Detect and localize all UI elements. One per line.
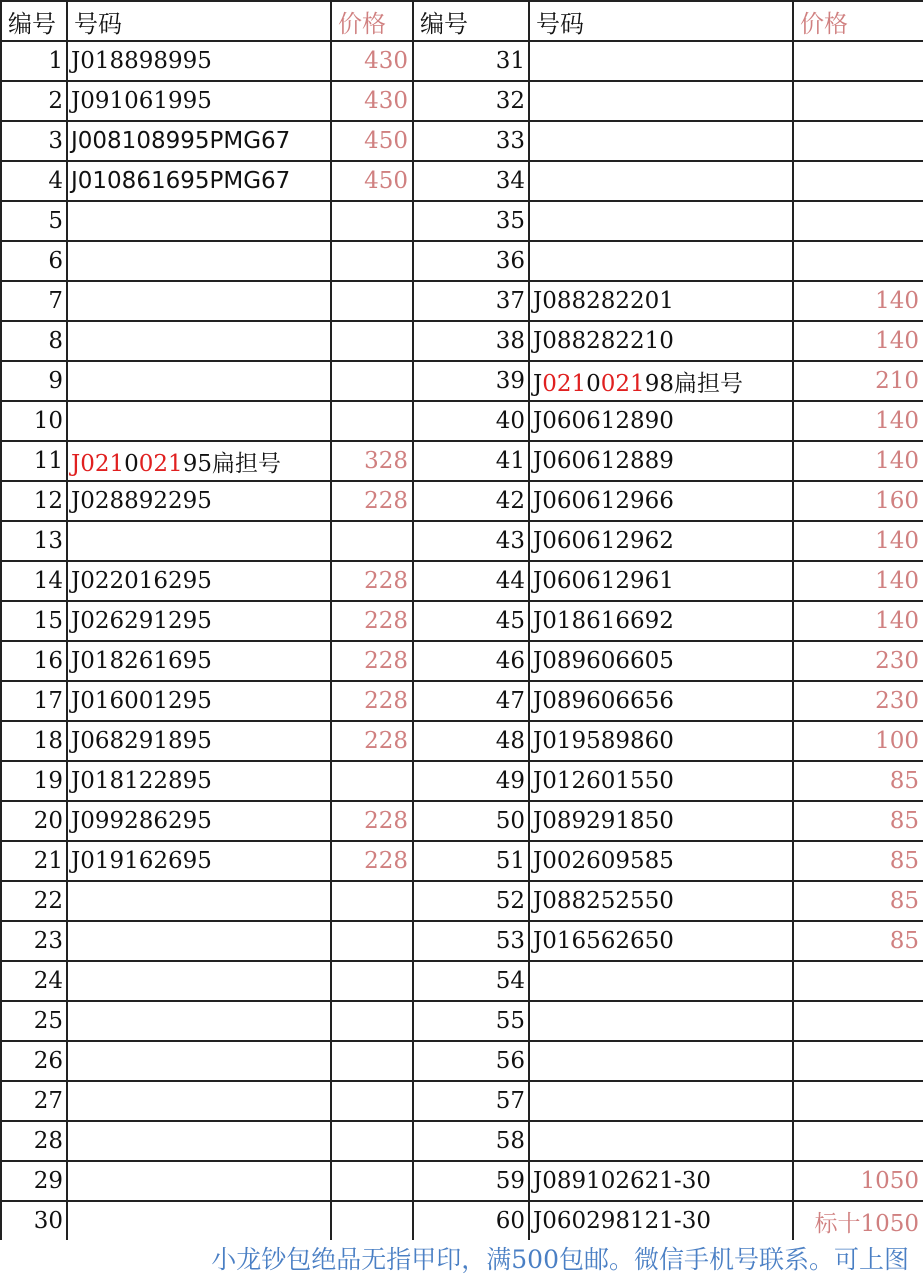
right-price-cell: 140 — [793, 401, 923, 441]
table-row — [1, 121, 923, 161]
left-code-cell: J018898995 — [67, 41, 331, 81]
right-number-cell: 48 — [413, 721, 529, 761]
left-code-cell: J091061995 — [67, 81, 331, 121]
right-number-cell: 51 — [413, 841, 529, 881]
right-code-cell: J060612961 — [529, 561, 793, 601]
right-code-cell — [529, 161, 793, 201]
left-price-cell — [331, 321, 413, 361]
right-number-cell: 59 — [413, 1161, 529, 1201]
left-number-cell: 24 — [1, 961, 67, 1001]
right-code-cell — [529, 961, 793, 1001]
table-row — [1, 281, 923, 321]
table-row — [1, 1121, 923, 1161]
right-code-cell: J060612966 — [529, 481, 793, 521]
right-code-cell: J019589860 — [529, 721, 793, 761]
left-code-cell: J018122895 — [67, 761, 331, 801]
left-number-cell: 6 — [1, 241, 67, 281]
table-row — [1, 441, 923, 481]
left-price-cell: 430 — [331, 81, 413, 121]
right-number-cell: 40 — [413, 401, 529, 441]
left-price-cell: 228 — [331, 841, 413, 881]
left-code-cell — [67, 361, 331, 401]
left-price-cell — [331, 1041, 413, 1081]
left-price-cell: 228 — [331, 561, 413, 601]
table-row — [1, 881, 923, 921]
left-code-cell — [67, 281, 331, 321]
left-number-cell: 15 — [1, 601, 67, 641]
left-code-cell: J068291895 — [67, 721, 331, 761]
left-code-cell — [67, 921, 331, 961]
right-number-cell: 31 — [413, 41, 529, 81]
right-price-cell: 100 — [793, 721, 923, 761]
table-row — [1, 1041, 923, 1081]
left-number-cell: 23 — [1, 921, 67, 961]
right-price-cell: 160 — [793, 481, 923, 521]
left-code-cell: J016001295 — [67, 681, 331, 721]
header-right-code: 号码 — [529, 1, 793, 41]
right-number-cell: 33 — [413, 121, 529, 161]
right-price-cell — [793, 1121, 923, 1161]
header-left-code: 号码 — [67, 1, 331, 41]
left-price-cell — [331, 281, 413, 321]
table-row — [1, 1201, 923, 1241]
table-row — [1, 721, 923, 761]
right-number-cell: 49 — [413, 761, 529, 801]
right-price-cell — [793, 41, 923, 81]
right-code-cell — [529, 1001, 793, 1041]
right-price-cell: 140 — [793, 521, 923, 561]
right-price-cell: 85 — [793, 921, 923, 961]
right-code-cell: J089102621-30 — [529, 1161, 793, 1201]
table-row — [1, 401, 923, 441]
left-price-cell — [331, 361, 413, 401]
table-row — [1, 921, 923, 961]
left-code-cell: J021002195扁担号 — [67, 441, 331, 481]
left-code-cell — [67, 961, 331, 1001]
right-code-cell — [529, 41, 793, 81]
left-price-cell: 228 — [331, 641, 413, 681]
left-price-cell — [331, 961, 413, 1001]
right-number-cell: 42 — [413, 481, 529, 521]
left-price-cell — [331, 401, 413, 441]
right-code-cell — [529, 241, 793, 281]
left-number-cell: 27 — [1, 1081, 67, 1121]
left-price-cell — [331, 201, 413, 241]
left-number-cell: 7 — [1, 281, 67, 321]
left-code-cell: J019162695 — [67, 841, 331, 881]
right-price-cell — [793, 121, 923, 161]
left-code-cell — [67, 1201, 331, 1241]
table-row — [1, 321, 923, 361]
right-number-cell: 55 — [413, 1001, 529, 1041]
right-code-cell: J016562650 — [529, 921, 793, 961]
left-price-cell — [331, 761, 413, 801]
right-price-cell: 230 — [793, 681, 923, 721]
right-number-cell: 37 — [413, 281, 529, 321]
right-code-cell: J012601550 — [529, 761, 793, 801]
right-price-cell: 85 — [793, 881, 923, 921]
left-number-cell: 21 — [1, 841, 67, 881]
right-code-cell — [529, 1121, 793, 1161]
left-price-cell: 450 — [331, 121, 413, 161]
table-row — [1, 481, 923, 521]
table-row — [1, 361, 923, 401]
right-code-cell: J060612962 — [529, 521, 793, 561]
left-price-cell — [331, 241, 413, 281]
right-number-cell: 60 — [413, 1201, 529, 1241]
left-number-cell: 16 — [1, 641, 67, 681]
left-number-cell: 20 — [1, 801, 67, 841]
table-row — [1, 841, 923, 881]
right-code-cell: J088252550 — [529, 881, 793, 921]
right-price-cell: 140 — [793, 321, 923, 361]
right-number-cell: 44 — [413, 561, 529, 601]
table-row — [1, 681, 923, 721]
left-price-cell — [331, 881, 413, 921]
right-code-cell: J060612890 — [529, 401, 793, 441]
left-code-cell — [67, 1161, 331, 1201]
table-row — [1, 761, 923, 801]
left-number-cell: 18 — [1, 721, 67, 761]
left-price-cell — [331, 1121, 413, 1161]
right-price-cell — [793, 81, 923, 121]
left-price-cell — [331, 1001, 413, 1041]
left-price-cell: 228 — [331, 601, 413, 641]
left-number-cell: 30 — [1, 1201, 67, 1241]
left-number-cell: 26 — [1, 1041, 67, 1081]
left-price-cell — [331, 921, 413, 961]
table-row — [1, 801, 923, 841]
left-number-cell: 12 — [1, 481, 67, 521]
table-row — [1, 521, 923, 561]
right-price-cell — [793, 201, 923, 241]
left-price-cell — [331, 1161, 413, 1201]
right-number-cell: 43 — [413, 521, 529, 561]
left-code-cell — [67, 1081, 331, 1121]
left-code-cell — [67, 241, 331, 281]
table-row — [1, 1161, 923, 1201]
left-number-cell: 19 — [1, 761, 67, 801]
right-number-cell: 53 — [413, 921, 529, 961]
left-number-cell: 3 — [1, 121, 67, 161]
right-price-cell: 85 — [793, 841, 923, 881]
left-number-cell: 4 — [1, 161, 67, 201]
right-number-cell: 58 — [413, 1121, 529, 1161]
header-left-price: 价格 — [331, 1, 413, 41]
table-row — [1, 201, 923, 241]
table-row — [1, 161, 923, 201]
right-price-cell — [793, 961, 923, 1001]
right-number-cell: 41 — [413, 441, 529, 481]
right-price-cell: 1050 — [793, 1161, 923, 1201]
header-right-number: 编号 — [413, 1, 529, 41]
left-code-cell — [67, 1041, 331, 1081]
table-row — [1, 81, 923, 121]
left-price-cell: 328 — [331, 441, 413, 481]
left-number-cell: 17 — [1, 681, 67, 721]
right-number-cell: 54 — [413, 961, 529, 1001]
right-number-cell: 45 — [413, 601, 529, 641]
left-code-cell — [67, 521, 331, 561]
left-number-cell: 9 — [1, 361, 67, 401]
left-code-cell: J008108995PMG67 — [67, 121, 331, 161]
left-number-cell: 25 — [1, 1001, 67, 1041]
right-code-cell: J089606656 — [529, 681, 793, 721]
left-price-cell — [331, 521, 413, 561]
left-price-cell: 430 — [331, 41, 413, 81]
table-row — [1, 1001, 923, 1041]
right-code-cell: J089606605 — [529, 641, 793, 681]
right-price-cell: 140 — [793, 281, 923, 321]
right-price-cell: 140 — [793, 601, 923, 641]
left-number-cell: 11 — [1, 441, 67, 481]
right-price-cell: 140 — [793, 441, 923, 481]
right-code-cell: J088282210 — [529, 321, 793, 361]
table-row — [1, 241, 923, 281]
left-number-cell: 5 — [1, 201, 67, 241]
right-price-cell — [793, 1041, 923, 1081]
right-price-cell: 140 — [793, 561, 923, 601]
right-code-cell: J060298121-30 — [529, 1201, 793, 1241]
left-number-cell: 14 — [1, 561, 67, 601]
right-number-cell: 50 — [413, 801, 529, 841]
right-code-cell — [529, 1041, 793, 1081]
left-code-cell: J010861695PMG67 — [67, 161, 331, 201]
right-code-cell: J089291850 — [529, 801, 793, 841]
right-number-cell: 39 — [413, 361, 529, 401]
right-number-cell: 32 — [413, 81, 529, 121]
right-number-cell: 56 — [413, 1041, 529, 1081]
right-number-cell: 52 — [413, 881, 529, 921]
right-code-cell — [529, 1081, 793, 1121]
table-row — [1, 41, 923, 81]
left-number-cell: 2 — [1, 81, 67, 121]
left-number-cell: 28 — [1, 1121, 67, 1161]
left-number-cell: 13 — [1, 521, 67, 561]
right-price-cell: 标十1050 — [793, 1201, 923, 1241]
left-code-cell: J018261695 — [67, 641, 331, 681]
right-number-cell: 38 — [413, 321, 529, 361]
right-price-cell: 85 — [793, 801, 923, 841]
left-code-cell: J099286295 — [67, 801, 331, 841]
left-code-cell — [67, 1121, 331, 1161]
right-number-cell: 57 — [413, 1081, 529, 1121]
left-number-cell: 8 — [1, 321, 67, 361]
right-price-cell: 230 — [793, 641, 923, 681]
right-code-cell: J060612889 — [529, 441, 793, 481]
table-row — [1, 561, 923, 601]
footer-note: 小龙钞包绝品无指甲印，满500包邮。微信手机号联系。可上图 — [0, 1240, 923, 1280]
right-number-cell: 34 — [413, 161, 529, 201]
left-number-cell: 10 — [1, 401, 67, 441]
left-price-cell: 228 — [331, 721, 413, 761]
left-code-cell — [67, 401, 331, 441]
table-row — [1, 601, 923, 641]
left-code-cell — [67, 1001, 331, 1041]
right-code-cell: J088282201 — [529, 281, 793, 321]
right-price-cell — [793, 1001, 923, 1041]
right-code-cell — [529, 201, 793, 241]
left-price-cell: 228 — [331, 481, 413, 521]
left-price-cell: 450 — [331, 161, 413, 201]
right-price-cell — [793, 1081, 923, 1121]
right-price-cell — [793, 241, 923, 281]
left-number-cell: 1 — [1, 41, 67, 81]
right-price-cell: 210 — [793, 361, 923, 401]
left-code-cell: J028892295 — [67, 481, 331, 521]
right-code-cell: J021002198扁担号 — [529, 361, 793, 401]
left-price-cell: 228 — [331, 681, 413, 721]
left-number-cell: 22 — [1, 881, 67, 921]
header-left-number: 编号 — [1, 1, 67, 41]
left-price-cell: 228 — [331, 801, 413, 841]
table-row — [1, 1081, 923, 1121]
left-code-cell: J026291295 — [67, 601, 331, 641]
left-number-cell: 29 — [1, 1161, 67, 1201]
table-row — [1, 641, 923, 681]
right-code-cell — [529, 81, 793, 121]
header-row — [1, 1, 923, 41]
right-price-cell — [793, 161, 923, 201]
right-number-cell: 36 — [413, 241, 529, 281]
table-row — [1, 961, 923, 1001]
left-code-cell: J022016295 — [67, 561, 331, 601]
right-code-cell — [529, 121, 793, 161]
left-price-cell — [331, 1081, 413, 1121]
left-code-cell — [67, 881, 331, 921]
left-code-cell — [67, 201, 331, 241]
right-number-cell: 46 — [413, 641, 529, 681]
right-price-cell: 85 — [793, 761, 923, 801]
right-number-cell: 47 — [413, 681, 529, 721]
right-code-cell: J018616692 — [529, 601, 793, 641]
left-code-cell — [67, 321, 331, 361]
header-right-price: 价格 — [793, 1, 923, 41]
left-price-cell — [331, 1201, 413, 1241]
right-number-cell: 35 — [413, 201, 529, 241]
right-code-cell: J002609585 — [529, 841, 793, 881]
